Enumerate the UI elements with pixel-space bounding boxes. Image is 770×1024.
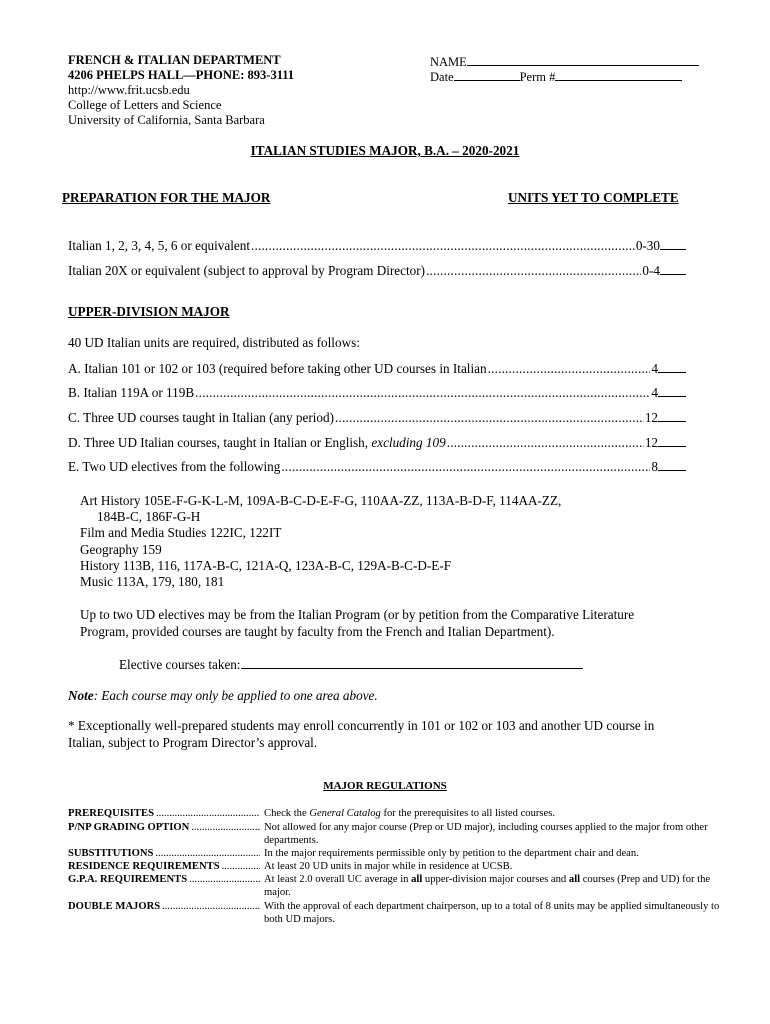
prep-item-units: 0-30 — [635, 238, 660, 253]
units-heading: UNITS YET TO COMPLETE — [508, 190, 679, 205]
university-name: University of California, Santa Barbara — [68, 113, 265, 127]
upper-item-text: C. Three UD courses taught in Italian (any period) — [68, 410, 334, 425]
units-blank — [658, 409, 686, 422]
upper-item-units: 12 — [644, 435, 658, 450]
regulation-description: Check the General Catalog for the prerequisites to all listed courses. — [264, 808, 555, 819]
elective-line: Music 113A, 179, 180, 181 — [80, 574, 225, 589]
page-title: ITALIAN STUDIES MAJOR, B.A. – 2020-2021 — [250, 143, 520, 158]
elective-line: History 113B, 116, 117A-B-C, 121A-Q, 123A-B-C, 129A-B-C-D-E-F — [80, 558, 452, 573]
regulation-label: PREREQUISITES — [68, 808, 154, 819]
date-line — [454, 68, 520, 81]
upper-item — [68, 409, 686, 426]
prep-item-units: 0-4 — [642, 263, 660, 278]
upper-item-text-main: D. Three UD Italian courses, taught in Italian or English, — [68, 435, 372, 450]
regulation-row — [68, 873, 728, 899]
prep-item-text: Italian 1, 2, 3, 4, 5, 6 or equivalent — [68, 238, 251, 253]
upper-item — [68, 360, 686, 377]
prep-heading: PREPARATION FOR THE MAJOR — [62, 190, 271, 205]
units-blank — [660, 237, 686, 250]
department-name: FRENCH & ITALIAN DEPARTMENT — [68, 53, 281, 67]
regulations-heading: MAJOR REGULATIONS — [323, 780, 447, 792]
regulation-label: RESIDENCE REQUIREMENTS — [68, 861, 220, 872]
regulation-label: SUBSTITUTIONS — [68, 848, 154, 859]
prep-item — [68, 237, 686, 254]
elective-courses-label: Elective courses taken: — [119, 657, 241, 672]
regulation-row — [68, 900, 728, 926]
upper-item — [68, 434, 686, 451]
upper-item-emphasis: excluding 109 — [371, 435, 446, 450]
upper-item-units: 12 — [644, 410, 658, 425]
upper-item-units: 4 — [651, 385, 658, 400]
regulation-label: P/NP GRADING OPTION — [68, 822, 190, 833]
regulation-row — [68, 821, 728, 847]
note — [68, 688, 378, 704]
prep-item — [68, 262, 686, 279]
elective-line: Geography 159 — [80, 542, 162, 557]
perm-line — [555, 68, 682, 81]
upper-intro: 40 UD Italian units are required, distributed as follows: — [68, 335, 360, 350]
footnote-line2: Italian, subject to Program Director’s approval. — [68, 735, 318, 750]
regulation-description: With the approval of each department chairperson, up to a total of 8 units may be applied simultaneously to both UD majors. — [264, 901, 720, 925]
department-url: http://www.frit.ucsb.edu — [68, 83, 190, 97]
units-blank — [660, 262, 686, 275]
petition-text-line2: Program, provided courses are taught by faculty from the French and Italian Department). — [80, 624, 555, 639]
upper-item-text: E. Two UD electives from the following — [68, 459, 281, 474]
upper-item-units: 8 — [651, 459, 658, 474]
date-label: Date — [430, 70, 454, 84]
college-name: College of Letters and Science — [68, 98, 222, 112]
units-blank — [658, 434, 686, 447]
units-blank — [658, 384, 686, 397]
elective-line: Art History 105E-F-G-K-L-M, 109A-B-C-D-E-F-G, 110AA-ZZ, 113A-B-D-F, 114AA-ZZ, — [80, 493, 562, 508]
upper-item-text — [68, 435, 446, 451]
name-label: NAME — [430, 55, 467, 69]
regulation-label: DOUBLE MAJORS — [68, 901, 161, 912]
regulation-description: In the major requirements permissible only by petition to the department chair and dean. — [264, 848, 639, 859]
upper-item-text: A. Italian 101 or 102 or 103 (required before taking other UD courses in Italian — [68, 361, 487, 376]
regulation-row — [68, 807, 728, 820]
upper-item-text: B. Italian 119A or 119B — [68, 385, 195, 400]
footnote-line1: * Exceptionally well-prepared students may enroll concurrently in 101 or 102 or 103 and another UD course in — [68, 718, 655, 733]
upper-item-units: 4 — [651, 361, 658, 376]
elective-courses-line — [241, 656, 583, 669]
prep-item-text: Italian 20X or equivalent (subject to approval by Program Director) — [68, 263, 426, 278]
regulation-description: Not allowed for any major course (Prep or UD major), including courses applied to the major from other departments. — [264, 822, 708, 846]
regulation-row — [68, 847, 728, 860]
regulation-row — [68, 860, 728, 873]
upper-division-heading: UPPER-DIVISION MAJOR — [68, 304, 230, 319]
perm-label: Perm # — [519, 70, 556, 84]
regulation-label: G.P.A. REQUIREMENTS — [68, 874, 188, 885]
date-perm-field[interactable] — [430, 68, 682, 85]
upper-item — [68, 458, 686, 475]
regulation-description: At least 20 UD units in major while in residence at UCSB. — [264, 861, 513, 872]
note-text: : Each course may only be applied to one area above. — [93, 688, 378, 703]
regulation-description: At least 2.0 overall UC average in all upper-division major courses and all courses (Prep and UD) for the major. — [264, 874, 711, 898]
units-blank — [658, 360, 686, 373]
units-blank — [658, 458, 686, 471]
elective-line: Film and Media Studies 122IC, 122IT — [80, 525, 282, 540]
upper-item — [68, 384, 686, 401]
note-label: Note — [68, 688, 94, 703]
elective-courses-field[interactable] — [119, 656, 583, 673]
name-line — [467, 53, 699, 66]
petition-text-line1: Up to two UD electives may be from the Italian Program (or by petition from the Comparative Literature — [80, 607, 635, 622]
elective-line: 184B-C, 186F-G-H — [97, 509, 201, 524]
department-address: 4206 PHELPS HALL—PHONE: 893-3111 — [68, 68, 295, 82]
